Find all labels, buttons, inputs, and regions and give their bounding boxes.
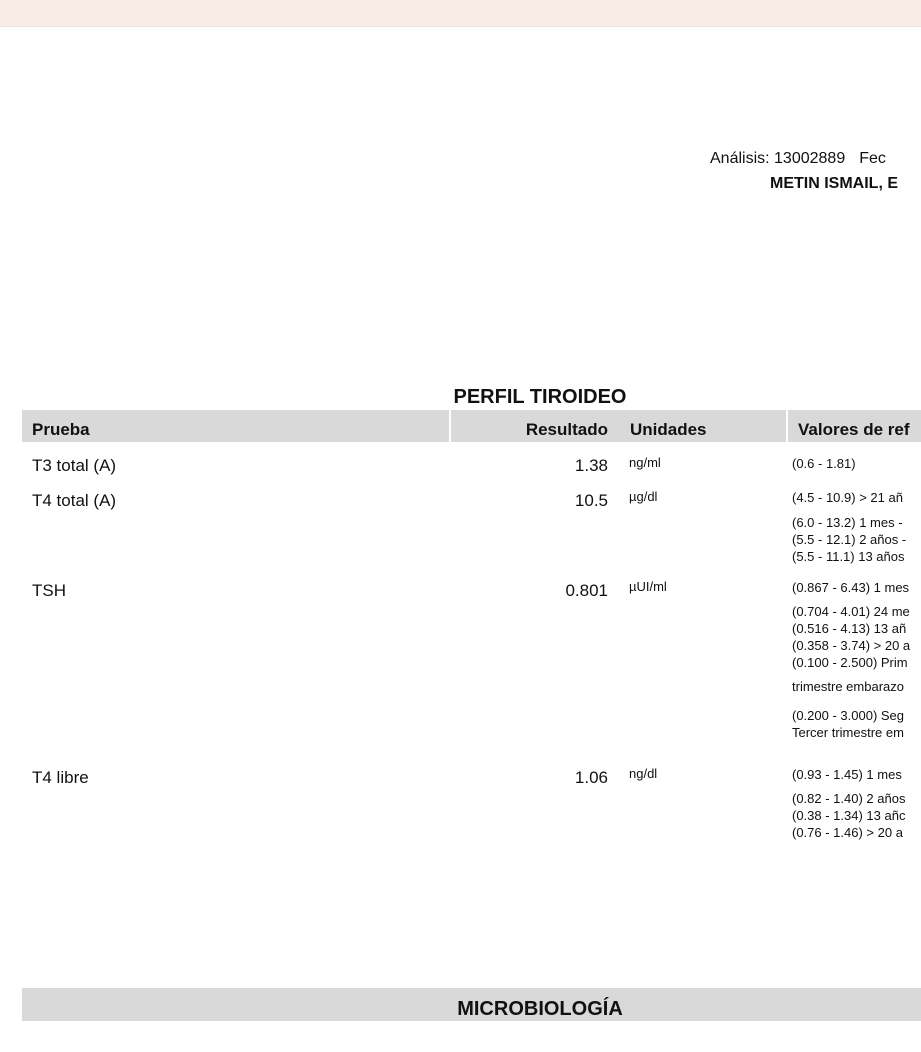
reference-range: (0.82 - 1.40) 2 años — [792, 791, 906, 806]
reference-range: (6.0 - 13.2) 1 mes - — [792, 515, 903, 530]
column-header-unidades: Unidades — [630, 420, 707, 439]
reference-range: (0.76 - 1.46) > 20 a — [792, 825, 903, 840]
reference-range: (5.5 - 11.1) 13 años — [792, 549, 905, 564]
test-result: 0.801 — [565, 581, 608, 600]
section-title-microbiologia: MICROBIOLOGÍA — [457, 998, 623, 1020]
reference-range: (0.6 - 1.81) — [792, 456, 856, 471]
test-name: T3 total (A) — [32, 456, 117, 475]
test-name: TSH — [32, 581, 66, 600]
reference-range: trimestre embarazo — [792, 679, 904, 694]
test-unit: µUI/ml — [629, 579, 667, 594]
viewer-top-bar — [0, 0, 921, 27]
reference-range: (5.5 - 12.1) 2 años - — [792, 532, 907, 547]
test-result: 10.5 — [574, 491, 608, 510]
reference-range: (0.516 - 4.13) 13 añ — [792, 621, 907, 636]
reference-range: (0.100 - 2.500) Prim — [792, 655, 908, 670]
report-header-analysis — [710, 150, 886, 168]
date-label: Fec — [859, 150, 886, 167]
test-unit: ng/dl — [629, 766, 658, 781]
reference-range: Tercer trimestre em — [792, 725, 904, 740]
column-header-prueba: Prueba — [32, 420, 90, 439]
analysis-number: Análisis: 13002889 — [710, 150, 846, 167]
test-result: 1.38 — [574, 456, 608, 475]
reference-range: (0.38 - 1.34) 13 añc — [792, 808, 906, 823]
column-header-valores: Valores de ref — [798, 420, 910, 439]
test-unit: µg/dl — [629, 489, 658, 504]
test-name: T4 total (A) — [32, 491, 117, 510]
table-header-bg-resultado — [451, 410, 786, 442]
test-result: 1.06 — [574, 768, 608, 787]
reference-range: (0.867 - 6.43) 1 mes — [792, 580, 910, 595]
column-header-resultado: Resultado — [525, 420, 608, 439]
section-title-perfil-tiroideo: PERFIL TIROIDEO — [453, 386, 627, 408]
reference-range: (0.200 - 3.000) Seg — [792, 708, 905, 723]
reference-range: (0.704 - 4.01) 24 me — [792, 604, 910, 619]
test-unit: ng/ml — [629, 455, 661, 470]
reference-range: (0.358 - 3.74) > 20 a — [792, 638, 911, 653]
test-name: T4 libre — [32, 768, 89, 787]
patient-name: METIN ISMAIL, E — [770, 175, 898, 192]
reference-range: (4.5 - 10.9) > 21 añ — [792, 490, 903, 505]
reference-range: (0.93 - 1.45) 1 mes — [792, 767, 902, 782]
